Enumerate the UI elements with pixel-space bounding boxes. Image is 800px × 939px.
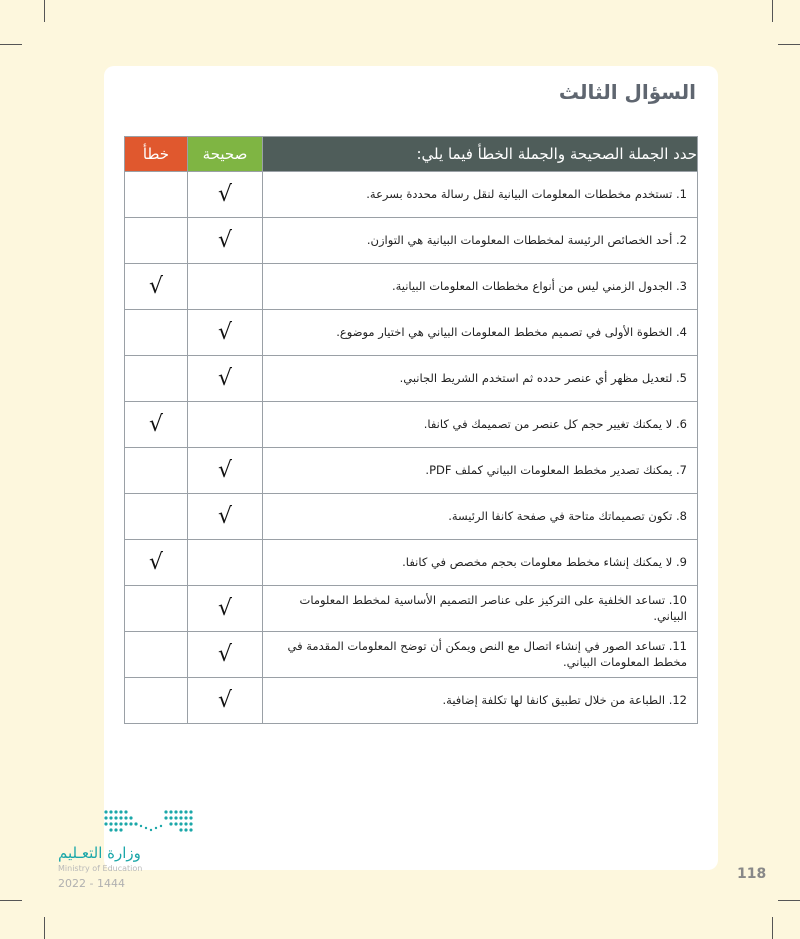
statement-cell: 1. تستخدم مخططات المعلومات البيانية لنقل رسالة محددة بسرعة. [263, 172, 698, 218]
ministry-logo [100, 808, 210, 838]
table-row [125, 356, 698, 402]
check-mark-icon: √ [148, 550, 164, 575]
table-row [125, 448, 698, 494]
false-cell [125, 448, 188, 494]
check-mark-icon: √ [217, 320, 233, 345]
table-row [125, 540, 698, 586]
true-cell [188, 540, 263, 586]
false-cell [125, 264, 188, 310]
ministry-name-arabic: وزارة التعـليم [58, 844, 141, 862]
page-number: 118 [737, 866, 767, 882]
true-cell [188, 494, 263, 540]
edition-year: 2022 - 1444 [58, 877, 125, 890]
crop-mark [772, 917, 773, 939]
false-cell [125, 632, 188, 678]
table-row [125, 310, 698, 356]
header-true: صحيحة [188, 137, 263, 172]
check-mark-icon: √ [217, 228, 233, 253]
table-row [125, 678, 698, 724]
table-row [125, 172, 698, 218]
check-mark-icon: √ [148, 274, 164, 299]
false-cell [125, 540, 188, 586]
crop-mark [0, 44, 22, 45]
false-cell [125, 402, 188, 448]
true-cell [188, 310, 263, 356]
false-cell [125, 586, 188, 632]
statement-cell: 11. تساعد الصور في إنشاء اتصال مع النص ويمكن أن توضح المعلومات المقدمة في مخطط المعلومات البياني. [263, 632, 698, 678]
statement-cell: 10. تساعد الخلفية على التركيز على عناصر التصميم الأساسية لمخطط المعلومات البياني. [263, 586, 698, 632]
crop-mark [772, 0, 773, 22]
false-cell [125, 218, 188, 264]
ministry-name-english: Ministry of Education [58, 864, 143, 873]
table-row [125, 264, 698, 310]
crop-mark [778, 900, 800, 901]
true-cell [188, 586, 263, 632]
statement-cell: 2. أحد الخصائص الرئيسة لمخططات المعلومات البيانية هي التوازن. [263, 218, 698, 264]
true-cell [188, 448, 263, 494]
crop-mark [44, 0, 45, 22]
false-cell [125, 494, 188, 540]
true-cell [188, 356, 263, 402]
check-mark-icon: √ [217, 642, 233, 667]
statement-cell: 3. الجدول الزمني ليس من أنواع مخططات المعلومات البيانية. [263, 264, 698, 310]
true-false-table [124, 136, 698, 724]
check-mark-icon: √ [217, 596, 233, 621]
false-cell [125, 172, 188, 218]
statement-cell: 5. لتعديل مظهر أي عنصر حدده ثم استخدم الشريط الجانبي. [263, 356, 698, 402]
statement-cell: 12. الطباعة من خلال تطبيق كانفا لها تكلفة إضافية. [263, 678, 698, 724]
question-title: السؤال الثالث [558, 80, 696, 104]
crop-mark [0, 900, 22, 901]
check-mark-icon: √ [148, 412, 164, 437]
true-cell [188, 172, 263, 218]
check-mark-icon: √ [217, 504, 233, 529]
table-row [125, 494, 698, 540]
check-mark-icon: √ [217, 182, 233, 207]
false-cell [125, 310, 188, 356]
statement-cell: 8. تكون تصميماتك متاحة في صفحة كانفا الرئيسة. [263, 494, 698, 540]
true-cell [188, 402, 263, 448]
table-header-row [125, 137, 698, 172]
true-cell [188, 218, 263, 264]
check-mark-icon: √ [217, 366, 233, 391]
statement-cell: 6. لا يمكنك تغيير حجم كل عنصر من تصميمك في كانفا. [263, 402, 698, 448]
crop-mark [44, 917, 45, 939]
check-mark-icon: √ [217, 458, 233, 483]
table-row [125, 586, 698, 632]
true-cell [188, 678, 263, 724]
table-row [125, 632, 698, 678]
statement-cell: 9. لا يمكنك إنشاء مخطط معلومات بحجم مخصص في كانفا. [263, 540, 698, 586]
ministry-logo-dots [104, 810, 192, 831]
statement-cell: 4. الخطوة الأولى في تصميم مخطط المعلومات البياني هي اختيار موضوع. [263, 310, 698, 356]
table-row [125, 218, 698, 264]
crop-mark [778, 44, 800, 45]
header-statement: حدد الجملة الصحيحة والجملة الخطأ فيما يلي: [263, 137, 698, 172]
table-row [125, 402, 698, 448]
header-false: خطأ [125, 137, 188, 172]
false-cell [125, 356, 188, 402]
true-cell [188, 264, 263, 310]
check-mark-icon: √ [217, 688, 233, 713]
statement-cell: 7. يمكنك تصدير مخطط المعلومات البياني كملف PDF. [263, 448, 698, 494]
false-cell [125, 678, 188, 724]
true-cell [188, 632, 263, 678]
